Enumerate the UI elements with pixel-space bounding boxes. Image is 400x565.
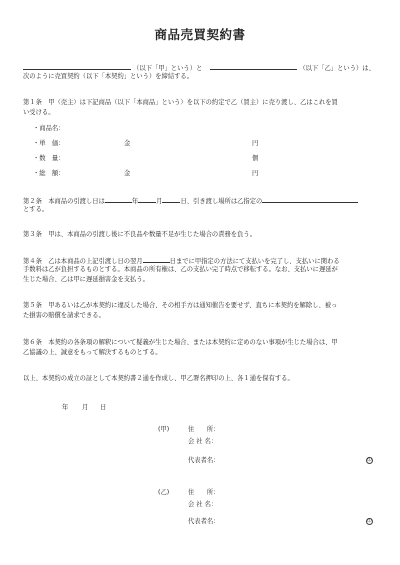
- item-total-label: ・総 額：: [33, 170, 65, 177]
- kou-mark: (甲): [158, 426, 170, 433]
- item-quantity-label: ・数 量：: [33, 155, 65, 162]
- item-unit-price-kin: 金: [124, 140, 131, 147]
- article-2-line-2: とする。: [23, 206, 49, 213]
- article-4-line-3: 生じた場合、乙は甲に遅延損害金を支払う。: [23, 276, 149, 283]
- otsu-company-label: 会 社 名：: [188, 501, 218, 508]
- delivery-day-blank[interactable]: [162, 195, 180, 203]
- kou-suffix: （以下「甲」という）と: [133, 65, 203, 72]
- date-year: 年: [62, 404, 69, 411]
- kou-representative-label: 代表者名：: [188, 457, 220, 464]
- delivery-year-blank[interactable]: [105, 195, 132, 203]
- seal-icon: 印: [367, 518, 372, 524]
- date-day: 日: [100, 404, 107, 411]
- kou-address-label: 住 所：: [188, 426, 220, 433]
- delivery-month-blank[interactable]: [138, 195, 156, 203]
- document-title: 商品売買契約書: [154, 27, 246, 42]
- seal-icon: 印: [367, 457, 372, 463]
- parties-line-2: 次のように売買契約（以下「本契約」という）を締結する。: [23, 73, 194, 80]
- article-6-line-2: 乙協議の上、誠意をもって解決するものとする。: [23, 349, 162, 356]
- otsu-representative-label: 代表者名：: [188, 518, 220, 525]
- otsu-name-blank[interactable]: [210, 62, 297, 70]
- otsu-seal-mark: [366, 517, 373, 526]
- article-1-line-1: 第１条 甲（売主）は下記商品（以下「本商品」という）を以下の約定で乙（買主）に売り渡し、乙はこれを買: [23, 99, 338, 106]
- otsu-suffix: （以下「乙」という）は、: [299, 65, 375, 72]
- item-total-kin: 金: [124, 170, 131, 177]
- article-1-line-2: い受ける。: [23, 109, 55, 116]
- article-3: 第３条 甲は、本商品の引渡し後に不良品や数量不足が生じた場合の責務を負う。: [23, 231, 256, 238]
- kou-company-label: 会 社 名：: [188, 438, 218, 445]
- otsu-mark: (乙): [158, 489, 170, 496]
- item-quantity-unit: 個: [252, 155, 259, 162]
- otsu-address-label: 住 所：: [188, 489, 220, 496]
- item-product-name: ・商品名：: [33, 125, 65, 132]
- date-month: 月: [82, 404, 89, 411]
- article-5-line-1: 第５条 甲あるいは乙が本契約に違反した場合、その相手方は通知催告を要せず、直ちに本契約を解除し、被っ: [23, 302, 338, 309]
- kou-name-blank[interactable]: [23, 62, 131, 70]
- article-2-line-1: 第２条 本商品の引渡し日は 年 月 日、引き渡し場所は乙指定の: [23, 195, 358, 206]
- delivery-place-blank[interactable]: [262, 195, 358, 203]
- article-4-line-1: 第４条 乙は本商品の上記引渡し日の翌月 日までに甲指定の方法にて支払いを完了し、支払いに関わる: [23, 255, 340, 266]
- payment-day-blank[interactable]: [143, 255, 170, 263]
- closing-statement: 以上、本契約の成立の証として本契約書２通を作成し、甲乙署名押印の上、各１通を保有する。: [23, 375, 294, 382]
- item-unit-price-label: ・単 価：: [33, 140, 65, 147]
- article-5-line-2: た損害の賠償を請求できる。: [23, 312, 105, 319]
- kou-seal-mark: [366, 456, 373, 465]
- item-unit-price-unit: 円: [252, 140, 259, 147]
- article-4-line-2: 手数料は乙が負担するものとする。本商品の所有権は、乙の支払い完了時点で移転する。なお、支払いに遅延が: [23, 266, 338, 273]
- item-total-unit: 円: [252, 170, 259, 177]
- article-6-line-1: 第６条 本契約の各条項の解釈について疑義が生じた場合、または本契約に定めのない事項が生じた場合は、甲: [23, 339, 338, 346]
